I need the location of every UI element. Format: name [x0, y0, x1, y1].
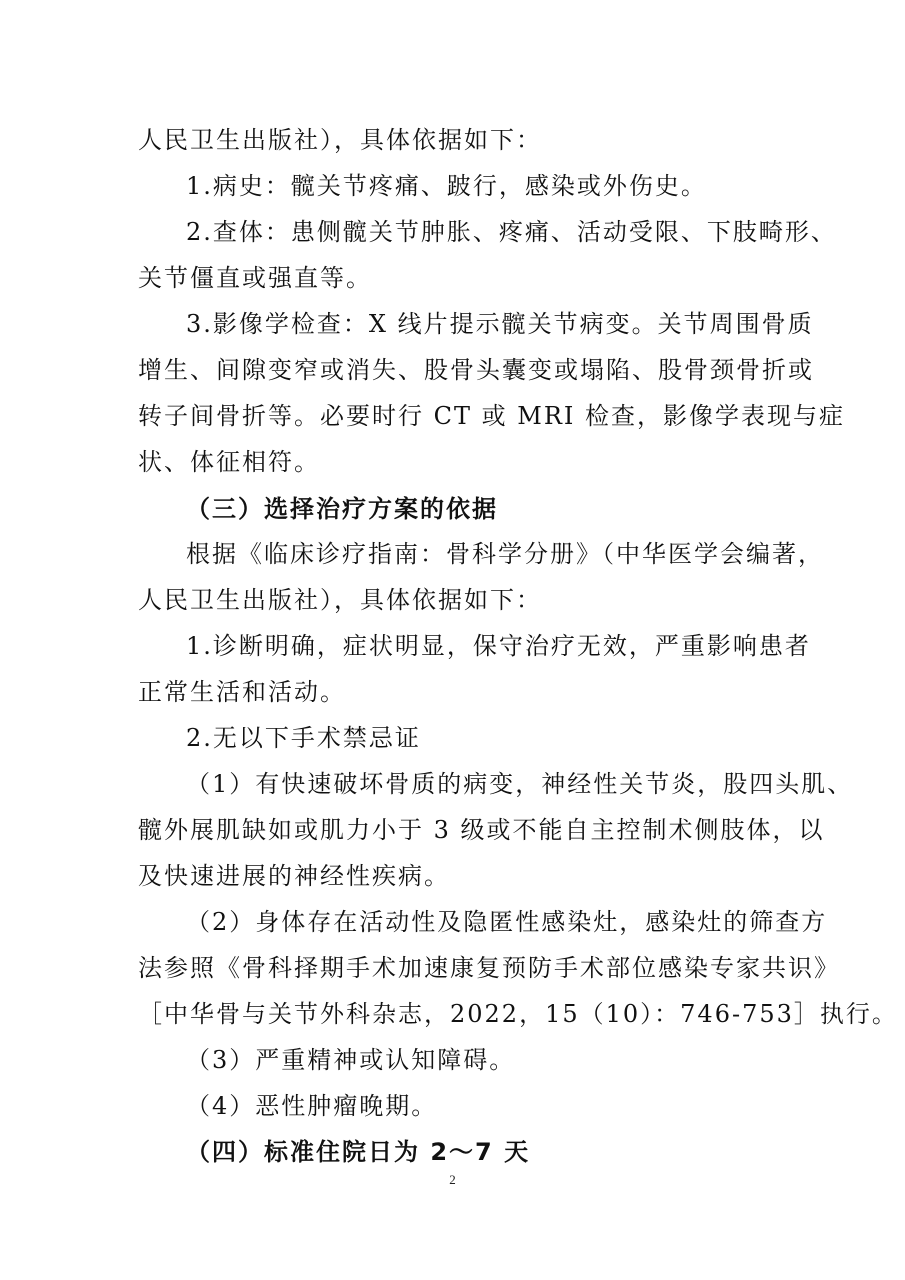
text-line: 状、体征相符。 [138, 448, 320, 476]
text-line: （3）严重精神或认知障碍。 [186, 1046, 516, 1074]
text-line: 转子间骨折等。必要时行 CT 或 MRI 检查，影像学表现与症 [138, 402, 846, 430]
text-line: 关节僵直或强直等。 [138, 264, 372, 292]
text-line: 及快速进展的神经性疾病。 [138, 862, 450, 890]
text-line: 法参照《骨科择期手术加速康复预防手术部位感染专家共识》 [138, 954, 840, 982]
text-line: 2.无以下手术禁忌证 [186, 724, 421, 752]
text-line: 正常生活和活动。 [138, 678, 346, 706]
text-line: 增生、间隙变窄或消失、股骨头囊变或塌陷、股骨颈骨折或 [138, 356, 814, 384]
text-line: 人民卫生出版社），具体依据如下： [138, 586, 542, 614]
text-line: ［中华骨与关节外科杂志，2022，15（10）：746-753］执行。 [138, 1000, 898, 1028]
text-line: （2）身体存在活动性及隐匿性感染灶，感染灶的筛查方 [186, 908, 828, 936]
text-line: 根据《临床诊疗指南：骨科学分册》（中华医学会编著， [186, 540, 824, 568]
text-line: 1.诊断明确，症状明显，保守治疗无效，严重影响患者 [186, 632, 811, 660]
section-heading: （四）标准住院日为 2～7 天 [186, 1138, 531, 1166]
text-line: （1）有快速破坏骨质的病变，神经性关节炎，股四头肌、 [186, 770, 854, 798]
text-line: （4）恶性肿瘤晚期。 [186, 1092, 438, 1120]
text-line: 人民卫生出版社），具体依据如下： [138, 126, 542, 154]
text-line: 1.病史：髋关节疼痛、跛行，感染或外伤史。 [186, 172, 707, 200]
text-line: 3.影像学检查：X 线片提示髋关节病变。关节周围骨质 [186, 310, 814, 338]
text-line: 髋外展肌缺如或肌力小于 3 级或不能自主控制术侧肢体，以 [138, 816, 825, 844]
section-heading: （三）选择治疗方案的依据 [186, 495, 498, 523]
text-line: 2.查体：患侧髋关节肿胀、疼痛、活动受限、下肢畸形、 [186, 218, 837, 246]
page-number: 2 [449, 1172, 456, 1187]
